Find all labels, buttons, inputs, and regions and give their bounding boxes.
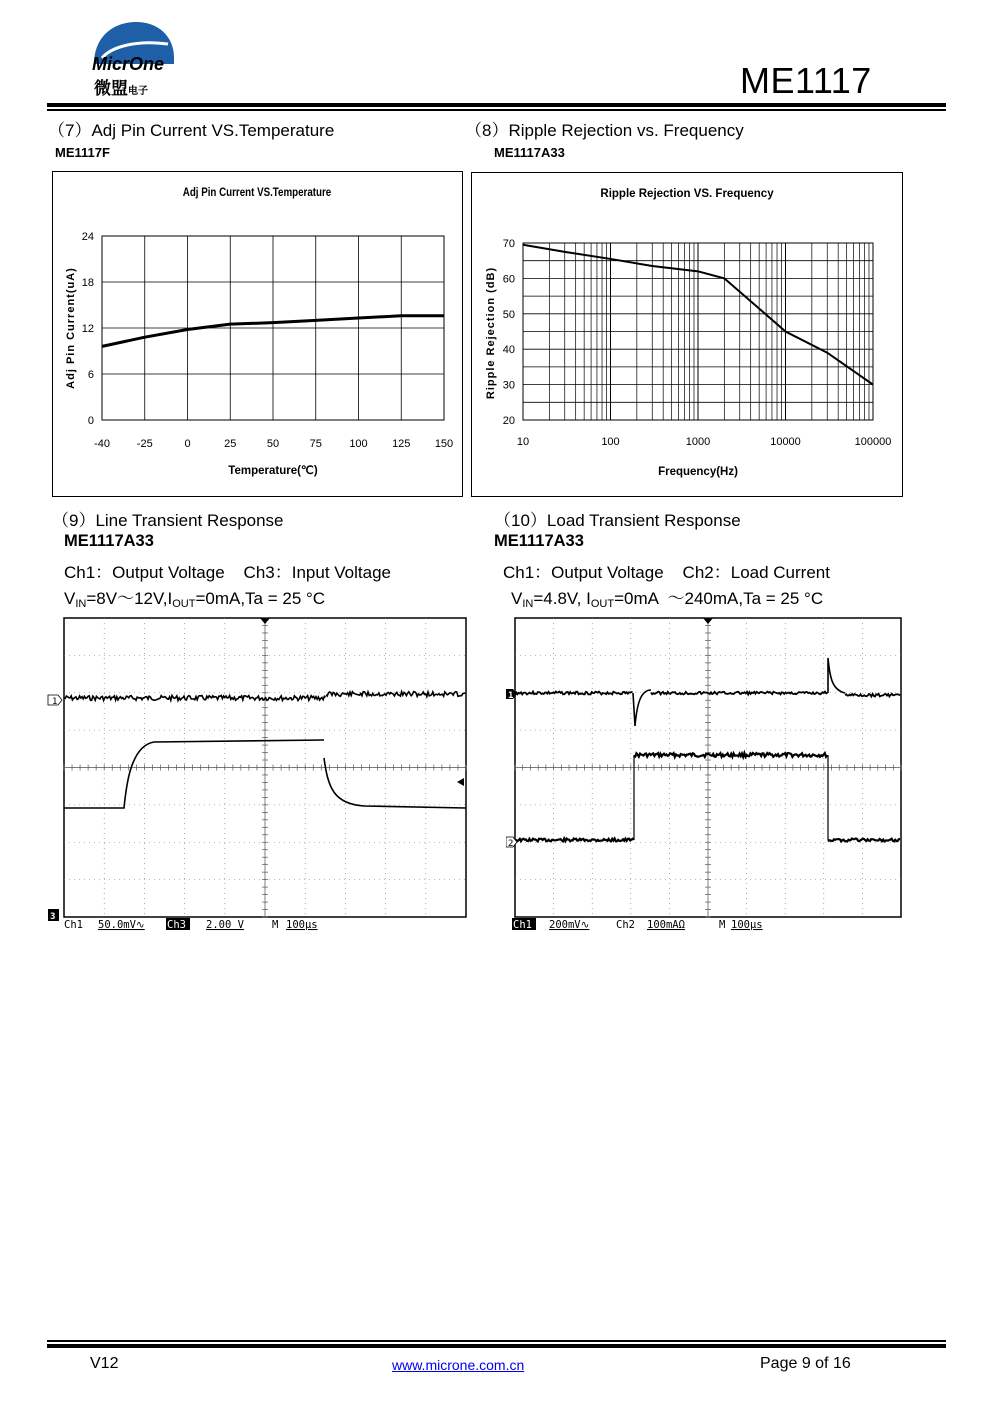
chart7-x-tick-label: 125 — [392, 438, 411, 450]
cond10-mid: =4.8V, I — [533, 589, 591, 608]
cond9-isub: OUT — [172, 598, 196, 610]
scope9-ch3-label: Ch3 — [167, 919, 186, 931]
chart7-y-tick-label: 12 — [81, 323, 94, 335]
chart8-y-tick-label: 40 — [502, 344, 515, 357]
chart7-x-tick-label: 100 — [349, 438, 368, 450]
chart7-x-tick-label: 25 — [224, 438, 237, 450]
ripple-chart-frame — [471, 172, 903, 497]
chart7-title: Adj Pin Current VS.Temperature — [182, 186, 332, 200]
load-transient-scope — [506, 612, 906, 934]
section-9-title: （9）Line Transient Response — [52, 511, 284, 530]
header-rule-thin — [47, 109, 946, 111]
scope9-ch1-label: Ch1 — [64, 919, 83, 931]
chart7-x-tick-label: 75 — [309, 438, 322, 450]
chart8-x-tick-label: 1000 — [685, 436, 711, 448]
chart7-x-axis-label: Temperature(℃) — [228, 465, 318, 477]
footer-version: V12 — [90, 1355, 119, 1372]
cond10-rest: =0mA ～240mA,Ta = 25 °C — [614, 589, 824, 608]
scope10-ch1-marker-label: 1 — [508, 691, 514, 701]
chart8-x-tick-label: 10000 — [770, 436, 801, 448]
section-10-title: （10）Load Transient Response — [494, 511, 741, 530]
logo-cn-main: 微盟 — [94, 79, 128, 98]
cond9-rest: =0mA,Ta = 25 °C — [195, 589, 326, 608]
chart7-x-tick-label: 0 — [184, 438, 191, 450]
chart7-y-tick-label: 18 — [81, 277, 94, 289]
scope10-ch2-marker-label: 2 — [508, 839, 514, 849]
scope10-ch2-label: Ch2 — [616, 919, 635, 931]
chart7-x-tick-label: 50 — [266, 438, 280, 450]
section-9-model: ME1117A33 — [64, 532, 154, 550]
document-title: ME1117 — [740, 60, 872, 101]
scope10-time-setting: 100μs — [731, 919, 763, 931]
logo-text-cn — [94, 74, 148, 99]
section-7-model: ME1117F — [55, 145, 110, 160]
cond10-vsub: IN — [522, 598, 534, 610]
chart8-y-tick-label: 70 — [502, 238, 515, 250]
scope9-time-setting: 100μs — [286, 919, 318, 931]
cond10-v: V — [511, 589, 523, 608]
section-10-conditions — [511, 584, 823, 610]
section-10-channels: Ch1：Output Voltage Ch2：Load Current — [503, 563, 830, 582]
adj-pin-chart-frame — [52, 171, 463, 497]
chart8-y-tick-label: 50 — [502, 308, 515, 321]
chart8-y-tick-label: 30 — [502, 379, 515, 392]
scope10-ch1-label: Ch1 — [513, 919, 532, 931]
section-9-conditions — [64, 584, 325, 610]
chart8-x-axis-label: Frequency(Hz) — [658, 466, 738, 478]
chart7-x-tick-label: -25 — [136, 438, 153, 450]
cond9-vsub: IN — [75, 598, 87, 610]
logo-cn-sub: 电子 — [128, 86, 148, 97]
section-7-title: （7）Adj Pin Current VS.Temperature — [48, 121, 335, 140]
company-logo — [88, 18, 183, 98]
scope9-m-label: M — [272, 919, 279, 931]
cond9-mid: =8V～12V,I — [86, 589, 173, 608]
scope9-ch1-marker-label: 1 — [52, 697, 58, 707]
footer-page-number: Page 9 of 16 — [760, 1355, 851, 1372]
section-8-title: （8）Ripple Rejection vs. Frequency — [465, 121, 744, 140]
chart7-x-tick-label: 150 — [434, 438, 454, 450]
cond9-v: V — [64, 589, 76, 608]
scope9-ch1-setting: 50.0mV∿ — [98, 919, 145, 931]
footer-rule-thin — [47, 1340, 946, 1342]
chart7-y-tick-label: 24 — [81, 231, 94, 243]
cond10-isub: OUT — [590, 598, 615, 610]
scope9-ch3-setting: 2.00 V — [206, 919, 244, 931]
line-transient-scope — [44, 612, 474, 934]
section-10-model: ME1117A33 — [494, 532, 584, 550]
scope10-ch1-setting: 200mV∿ — [549, 919, 590, 931]
chart8-x-tick-label: 100000 — [854, 436, 892, 448]
chart8-y-axis-label: Ripple Rejection (dB) — [485, 266, 497, 400]
chart8-title: Ripple Rejection VS. Frequency — [600, 188, 774, 200]
chart8-y-tick-label: 60 — [502, 273, 515, 286]
section-8-model: ME1117A33 — [494, 145, 565, 160]
scope10-ch2-setting: 100mAΩ — [647, 919, 685, 931]
chart8-y-tick-label: 20 — [502, 415, 515, 427]
chart7-x-tick-label: -40 — [94, 438, 110, 450]
scope10-m-label: M — [719, 919, 726, 931]
footer-rule-thick — [47, 1344, 946, 1348]
chart7-y-tick-label: 0 — [87, 415, 94, 427]
adj-pin-current-chart — [53, 172, 462, 496]
header-rule-thick — [47, 103, 946, 107]
chart8-x-tick-label: 100 — [601, 436, 620, 448]
logo-text-en: MicrOne — [92, 54, 165, 74]
chart8-x-tick-label: 10 — [516, 436, 530, 448]
ripple-rejection-chart — [472, 173, 902, 496]
section-9-channels: Ch1：Output Voltage Ch3：Input Voltage — [64, 563, 391, 582]
scope9-ch3-marker-label: 3 — [50, 912, 56, 922]
footer-website-link[interactable]: www.microne.com.cn — [392, 1357, 525, 1373]
chart7-y-tick-label: 6 — [87, 369, 94, 381]
chart7-y-axis-label: Adj Pin Current(uA) — [65, 267, 77, 389]
